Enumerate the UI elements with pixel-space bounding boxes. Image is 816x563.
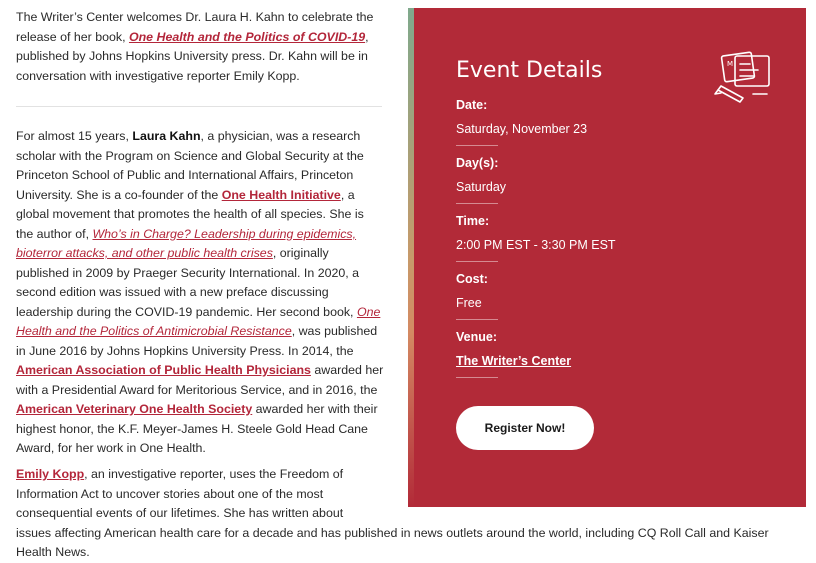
days-rule <box>456 203 498 204</box>
days-field <box>456 156 756 204</box>
one-health-initiative-link[interactable]: One Health Initiative <box>221 187 341 202</box>
date-field <box>456 98 756 146</box>
author-name: Laura Kahn <box>132 129 201 143</box>
days-label: Day(s): <box>456 156 499 170</box>
time-label: Time: <box>456 214 490 228</box>
bio-paragraph <box>16 127 384 459</box>
venue-link[interactable]: The Writer’s Center <box>456 354 572 368</box>
venue-label: Venue: <box>456 330 497 344</box>
bio-text-6: awarded her with a Presidential Award for Meritorious Service, and in 2016, the <box>16 363 384 397</box>
aaphp-link[interactable]: American Association of Public Health Physicians <box>16 363 311 377</box>
kopp-line-4: issues affecting American health care for a decade and has published in news outlets around the world, including CQ Roll Call and Kaiser <box>16 525 769 540</box>
cost-value: Free <box>456 296 482 310</box>
venue-rule <box>456 377 498 378</box>
cost-rule <box>456 319 498 320</box>
emily-kopp-link[interactable]: Emily Kopp <box>16 467 85 481</box>
intro-paragraph <box>16 8 384 86</box>
bio-text-7: awarded her with their highest honor, the K.F. Meyer-James H. Steele Gold Head Cane Award, for her work in One Health. <box>16 402 378 455</box>
svg-text:M: M <box>727 60 734 68</box>
venue-value <box>456 354 756 368</box>
date-label: Date: <box>456 98 488 112</box>
intro-text-1: The Writer’s Center welcomes Dr. Laura H. Kahn to celebrate the release of her book, <box>16 10 374 44</box>
bio-text-3: , a global movement that promotes the health of all species. She is the author of, <box>16 187 364 241</box>
bio-text-2: , a physician, was a research scholar with the Program on Science and Global Security at the Princeton School of Public and International Affairs, Princeton University. She is a co-founder of the <box>16 129 364 202</box>
register-now-button[interactable]: Register Now! <box>456 406 594 450</box>
cost-label: Cost: <box>456 272 488 286</box>
time-value: 2:00 PM EST - 3:30 PM EST <box>456 238 616 252</box>
days-value: Saturday <box>456 180 507 194</box>
time-rule <box>456 261 498 262</box>
date-rule <box>456 145 498 146</box>
antimicrobial-resistance-link[interactable]: One Health and the Politics of Antimicrobial Resistance <box>16 304 381 338</box>
book-link-covid[interactable]: One Health and the Politics of COVID-19 <box>128 29 366 44</box>
bio-text-5: , was published in June 2016 by Johns Hopkins University Press. In 2014, the <box>16 324 378 358</box>
bio-text-1: For almost 15 years, <box>16 129 133 143</box>
card-accent-edge <box>408 8 414 507</box>
time-field <box>456 214 756 262</box>
cost-field <box>456 272 756 320</box>
event-details-card <box>408 8 806 507</box>
section-divider <box>16 106 382 107</box>
date-value: Saturday, November 23 <box>456 122 588 136</box>
venue-field <box>456 330 756 378</box>
kopp-line-5: Health News. <box>16 545 90 559</box>
whos-in-charge-link[interactable]: Who’s in Charge? Leadership during epidemics, bioterror attacks, and other public health crises <box>16 226 357 260</box>
kopp-text-1: , an investigative reporter, uses the Freedom of <box>84 467 344 481</box>
avohs-link[interactable]: American Veterinary One Health Society <box>16 402 253 416</box>
kopp-line-3: consequential events of our lifetimes. She has written about <box>16 506 344 520</box>
intro-text-2: , published by Johns Hopkins University press. Dr. Kahn will be in conversation with investigative reporter Emily Kopp. <box>16 29 369 83</box>
bio-text-4: , originally published in 2009 by Praeger Security International. In 2020, a second edition was issued with a new preface discussing leadership during the COVID-19 pandemic. Her second book, <box>16 246 360 319</box>
event-details-title: Event Details <box>456 58 603 83</box>
kopp-line-2: Information Act to uncover stories about one of the most <box>16 486 324 501</box>
article-body <box>16 8 384 459</box>
